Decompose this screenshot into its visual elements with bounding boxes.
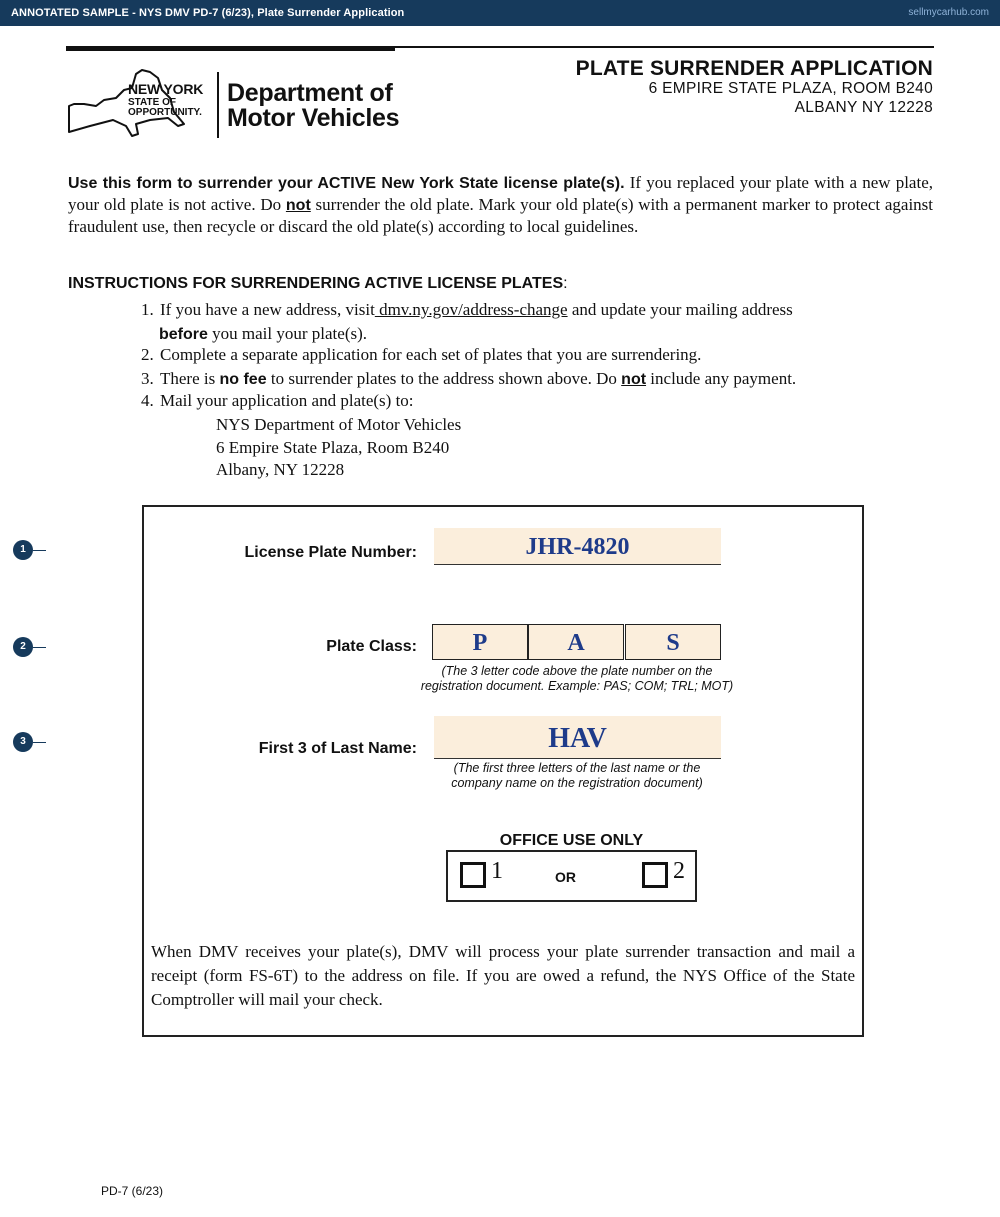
annotation-banner (0, 0, 1000, 26)
intro-paragraph (68, 172, 933, 237)
item3-no-fee: no fee (219, 371, 267, 388)
item-number: 4. (141, 391, 154, 410)
last-name-label: First 3 of Last Name: (258, 740, 417, 757)
office-or-label: OR (555, 869, 576, 885)
instruction-item-4 (141, 390, 414, 411)
office-checkbox-2[interactable] (642, 862, 668, 888)
instruction-item-1-cont (159, 323, 367, 345)
item-number: 3. (141, 369, 154, 388)
intro-bold-lead: Use this form to surrender your ACTIVE New York State license plate(s). (68, 175, 625, 192)
logo-new-york: NEW YORK (128, 81, 204, 97)
instructions-heading (68, 275, 568, 293)
mail-address-line3: Albany, NY 12228 (216, 460, 345, 479)
logo-divider (217, 72, 219, 138)
instruction-item-1 (141, 299, 793, 320)
office-option-2-label: 2 (673, 858, 685, 884)
intro-text-b: surrender the old plate. Mark your old plate(s) with a permanent marker to protect against fraudulent use, then recycle or discard the old plate(s) according to local guidelines. (68, 195, 934, 236)
address-change-link[interactable]: dmv.ny.gov/address-change (374, 300, 568, 319)
header-rule-thick (66, 46, 395, 51)
office-use-box (446, 850, 697, 902)
plate-class-note-line2: registration document. Example: PAS; COM; TRL; MOT) (420, 679, 734, 693)
form-title: PLATE SURRENDER APPLICATION (575, 57, 933, 80)
plate-class-cell-1[interactable]: P (432, 624, 528, 660)
item3-text-a: There is (160, 369, 220, 388)
item3-not: not (621, 371, 647, 388)
instruction-item-2 (141, 344, 701, 365)
plate-number-label: License Plate Number: (244, 544, 417, 561)
banner-title: ANNOTATED SAMPLE - NYS DMV PD-7 (6/23), Plate Surrender Application (11, 7, 405, 19)
closing-paragraph: When DMV receives your plate(s), DMV will process your plate surrender transaction and mail a receipt (form FS-6T) to the address on file. If you are owed a refund, the NYS Office of the State Comptroller will mail your check. (151, 942, 855, 1009)
form-id-footer: PD-7 (6/23) (101, 1184, 164, 1198)
last-name-field[interactable] (434, 716, 721, 759)
logo-dept-line2: Motor Vehicles (227, 104, 400, 132)
item3-text-c: include any payment. (646, 369, 797, 388)
logo-opportunity: OPPORTUNITY. (128, 107, 202, 118)
banner-site[interactable]: sellmycarhub.com (908, 7, 989, 18)
plate-class-cell-3[interactable]: S (625, 624, 721, 660)
plate-number-value: JHR-4820 (525, 534, 630, 560)
intro-not: not (285, 197, 311, 214)
plate-class-field[interactable] (432, 624, 722, 660)
header-address-line1: 6 EMPIRE STATE PLAZA, ROOM B240 (648, 80, 933, 97)
office-checkbox-1[interactable] (460, 862, 486, 888)
logo-state-of: STATE OF (128, 97, 176, 108)
annotation-leader-2 (33, 647, 46, 648)
instructions-heading-text: INSTRUCTIONS FOR SURRENDERING ACTIVE LICENSE PLATES (68, 275, 564, 292)
annotation-marker-2: 2 (13, 637, 33, 657)
mail-address-line2: 6 Empire State Plaza, Room B240 (216, 438, 450, 457)
annotation-leader-1 (33, 550, 46, 551)
instructions-heading-colon: : (563, 275, 568, 292)
intro-text-a: If you replaced your plate with a new plate, your old plate is not active. Do (68, 173, 933, 214)
last-name-note-line1: (The first three letters of the last name or the (453, 761, 701, 775)
logo-dept-line1: Department of (227, 79, 393, 107)
instruction-item-3 (141, 368, 796, 390)
plate-class-note-line1: (The 3 letter code above the plate number on the (441, 664, 713, 678)
last-name-note-line2: company name on the registration document) (451, 776, 703, 790)
annotation-marker-1: 1 (13, 540, 33, 560)
mail-address-line1: NYS Department of Motor Vehicles (216, 415, 462, 434)
plate-class-cell-2[interactable]: A (528, 624, 624, 660)
item1-text-a: If you have a new address, visit (160, 300, 375, 319)
item1-before: before (159, 326, 208, 343)
item4-text: Mail your application and plate(s) to: (160, 391, 414, 410)
header-rule-thin (395, 46, 934, 48)
item3-text-b: to surrender plates to the address shown above. Do (266, 369, 622, 388)
item1-text-c: you mail your plate(s). (207, 324, 368, 343)
annotation-marker-3: 3 (13, 732, 33, 752)
office-option-1-label: 1 (491, 858, 503, 884)
last-name-value: HAV (548, 723, 607, 754)
plate-number-field[interactable] (434, 528, 721, 565)
item2-text: Complete a separate application for each set of plates that you are surrendering. (160, 345, 702, 364)
header-address-line2: ALBANY NY 12228 (794, 99, 933, 116)
item1-text-b: and update your mailing address (567, 300, 793, 319)
plate-class-note (406, 664, 748, 694)
office-use-title: OFFICE USE ONLY (499, 832, 644, 849)
last-name-note (406, 761, 748, 791)
plate-class-label: Plate Class: (326, 638, 417, 655)
annotation-leader-3 (33, 742, 46, 743)
item-number: 1. (141, 300, 154, 319)
item-number: 2. (141, 345, 154, 364)
